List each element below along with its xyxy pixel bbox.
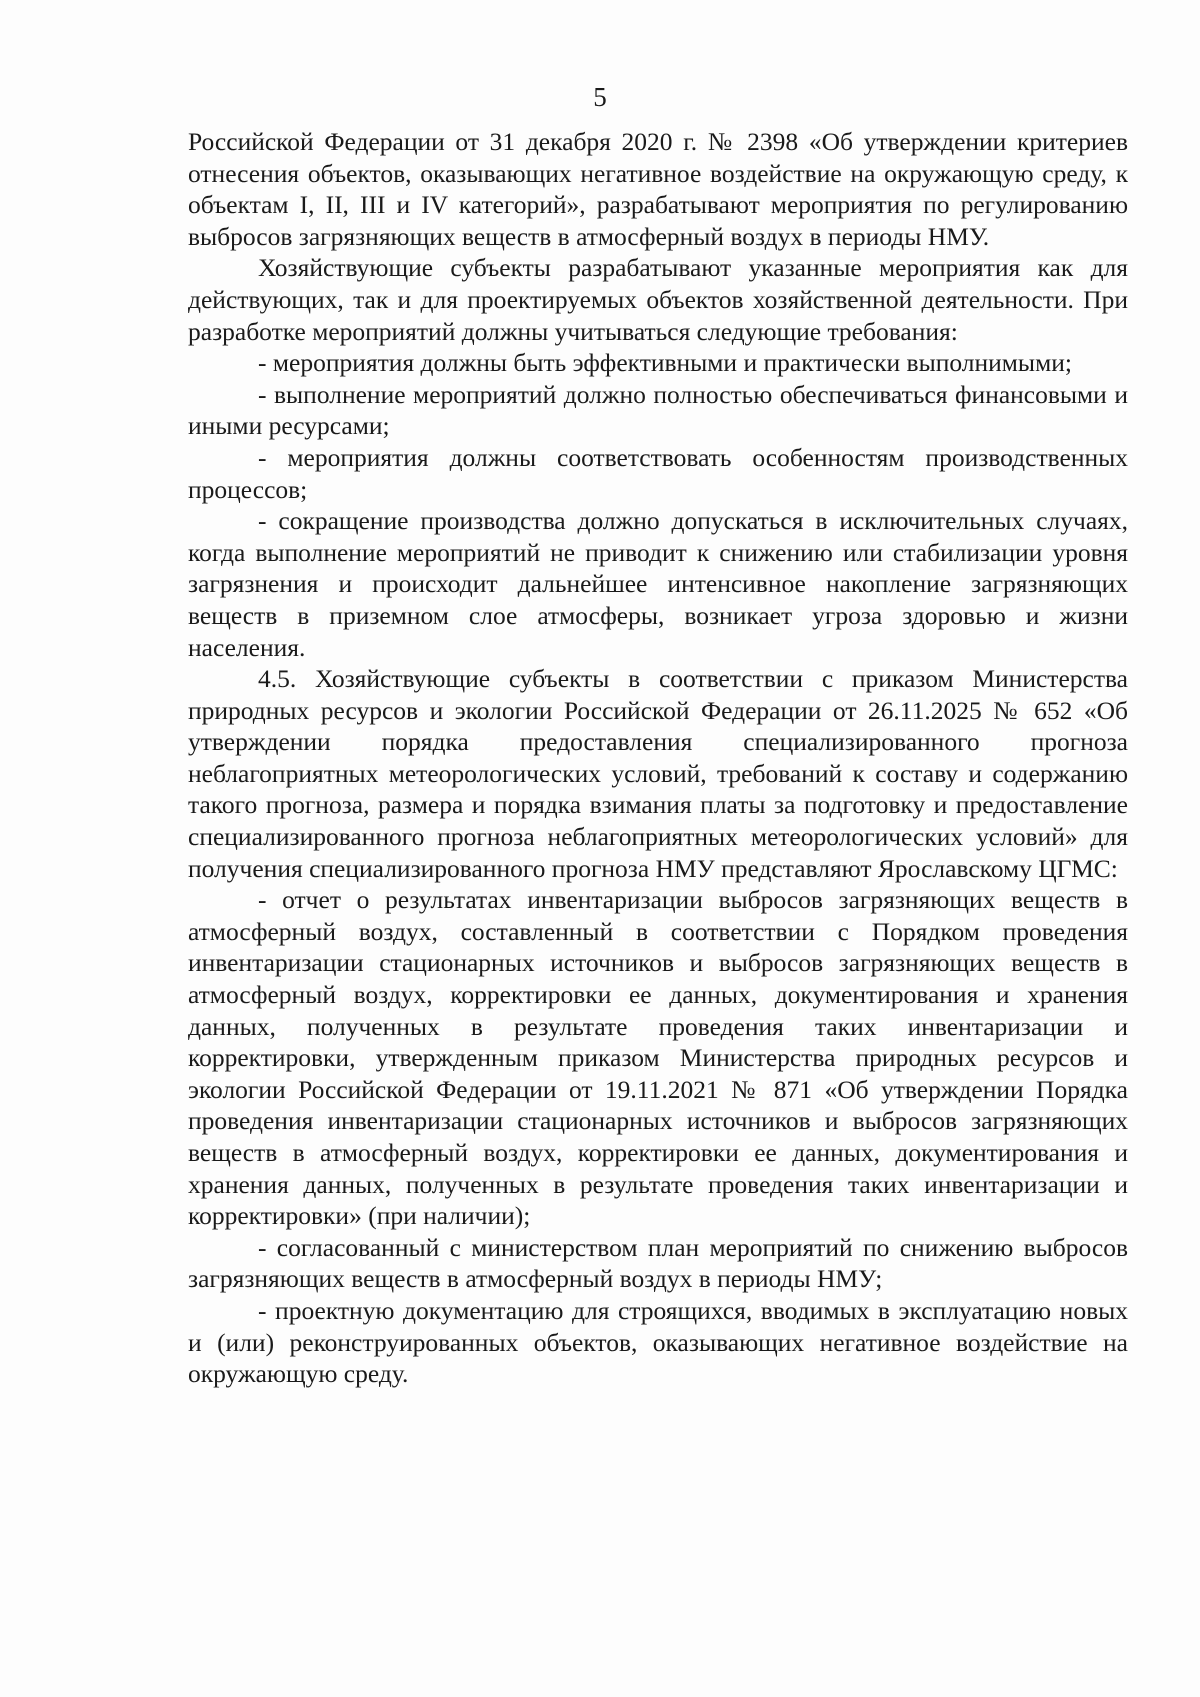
- paragraph-section-4-5: 4.5. Хозяйствующие субъекты в соответствии с приказом Министерства природных ресурсов и экологии Российской Федерации от 26.11.2025 № 652 «Об утверждении порядка предоставления специализированного прогноза неблагоприятных метеорологических условий, требований к составу и содержанию такого прогноза, размера и порядка взимания платы за подготовку и предоставление специализированного прогноза неблагоприятных метеорологических условий» для получения специализированного прогноза НМУ представляют Ярославскому ЦГМС:: [188, 664, 1128, 883]
- paragraph-continuation: Российской Федерации от 31 декабря 2020 г. № 2398 «Об утверждении критериев отнесения объектов, оказывающих негативное воздействие на окружающую среду, к объектам I, II, III и IV категорий», разрабатывают мероприятия по регулированию выбросов загрязняющих веществ в атмосферный воздух в периоды НМУ.: [188, 127, 1128, 251]
- list-item-production-reduction: - сокращение производства должно допускаться в исключительных случаях, когда выполнение мероприятий не приводит к снижению или стабилизации уровня загрязнения и происходит дальнейшее интенсивное накопление загрязняющих веществ в приземном слое атмосферы, возникает угроза здоровью и жизни населения.: [188, 506, 1128, 662]
- list-item-resources: - выполнение мероприятий должно полностью обеспечиваться финансовыми и иными ресурсами;: [188, 379, 1128, 441]
- list-item-processes: - мероприятия должны соответствовать особенностям производственных процессов;: [188, 442, 1128, 504]
- page-number: 5: [593, 82, 607, 112]
- document-body: [188, 126, 1128, 1390]
- list-item-action-plan: - согласованный с министерством план мероприятий по снижению выбросов загрязняющих веществ в атмосферный воздух в периоды НМУ;: [188, 1232, 1128, 1294]
- list-item-project-documentation: - проектную документацию для строящихся, вводимых в эксплуатацию новых и (или) реконструированных объектов, оказывающих негативное воздействие на окружающую среду.: [188, 1295, 1128, 1389]
- paragraph-requirements-intro: Хозяйствующие субъекты разрабатывают указанные мероприятия как для действующих, так и для проектируемых объектов хозяйственной деятельности. При разработке мероприятий должны учитываться следующие требования:: [188, 253, 1128, 346]
- list-item-inventory-report: - отчет о результатах инвентаризации выбросов загрязняющих веществ в атмосферный воздух, составленный в соответствии с Порядком проведения инвентаризации стационарных источников и выбросов загрязняющих веществ в атмосферный воздух, корректировки ее данных, документирования и хранения данных, полученных в результате проведения таких инвентаризации и корректировки, утвержденным приказом Министерства природных ресурсов и экологии Российской Федерации от 19.11.2021 № 871 «Об утверждении Порядка проведения инвентаризации стационарных источников и выбросов загрязняющих веществ в атмосферный воздух, корректировки ее данных, документирования и хранения данных, полученных в результате проведения таких инвентаризации и корректировки» (при наличии);: [188, 885, 1128, 1231]
- list-item-effective: - мероприятия должны быть эффективными и практически выполнимыми;: [258, 348, 1072, 378]
